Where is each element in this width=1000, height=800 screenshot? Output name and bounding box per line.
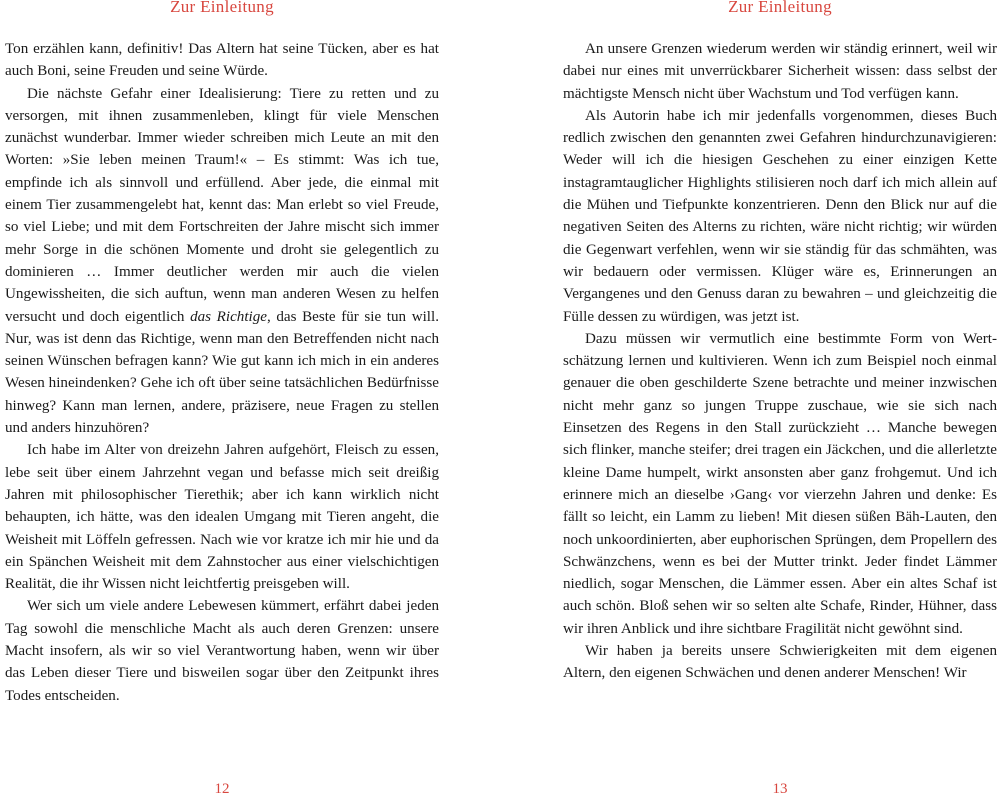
page-number: 13 bbox=[772, 781, 788, 797]
emphasis: das Richtige bbox=[190, 308, 267, 325]
page-body bbox=[563, 38, 997, 685]
paragraph: An unsere Grenzen wiederum werden wir ständig erinnert, weil wir dabei nur eines mit unverrückbarer Sicherheit wissen: dass selbst der mächtigste Mensch nicht über Wachstum und Tod verfügen kann. bbox=[563, 41, 997, 102]
paragraph: Ton erzählen kann, definitiv! Das Altern hat seine Tücken, aber es hat auch Boni, seine Freuden und seine Würde. bbox=[5, 41, 439, 80]
left-page bbox=[5, 0, 439, 800]
running-head: Zur Einleitung bbox=[728, 0, 832, 16]
right-page bbox=[563, 0, 997, 800]
paragraph: Als Autorin habe ich mir jedenfalls vorgenommen, dieses Buch redlich zwischen den genannten zwei Gefahren hindurchzunavigieren: Weder will ich die hiesigen Geschehen zu einer einzigen Kette instagramtauglicher Highlights stilisieren noch darf ich mich allein auf die Mühen und Tiefpunkte konzentrieren. Denn den Blick nur auf die negativen Seiten des Alterns zu richten, wäre nicht richtig; wir würden die Gegenwart verfehlen, wenn wir sie ständig für das schmähten, was wir bedauern oder vermissen. Klüger wäre es, Erinnerungen an Vergangenes und den Genuss daran zu bewahren – und gleichzeitig die Fülle dessen zu würdigen, was jetzt ist. bbox=[563, 107, 997, 325]
paragraph: Die nächste Gefahr einer Idealisierung: Tiere zu retten und zu versorgen, mit ihnen zusammenleben, klingt für viele Menschen zunächst wunderbar. Immer wieder schreiben mich Leute an mit den Worten: »Sie leben meinen Traum!« – Es stimmt: Was ich tue, empfinde ich als sinnvoll und erfüllend. Aber jede, die einmal mit einem Tier zusammengelebt hat, kennt das: Man erlebt so viel Freude, so viel Liebe; und mit dem Fortschreiten der Jahre mischt sich immer mehr Sorge in die schönen Momente und droht sie gelegentlich zu dominieren … Immer deutlicher werden mir auch die vielen Ungewissheiten, die sich auftun, wenn man anderen Wesen zu helfen versucht und doch eigentlich das Richtige, das Beste für sie tun will. Nur, was ist denn das Richtige, wenn man den Betreffenden nicht nach seinen Wünschen befragen kann? Wie gut kann ich mich in ein anderes Wesen hineindenken? Gehe ich oft über seine tatsächlichen Bedürfnisse hinweg? Kann man lernen, andere, präzisere, neue Fragen zu stellen und anders hinzuhören? bbox=[5, 85, 439, 437]
page-body bbox=[5, 38, 439, 707]
paragraph: Wir haben ja bereits unsere Schwierigkeiten mit dem eigenen Altern, den eigenen Schwächen und denen anderer Menschen! Wir bbox=[563, 643, 997, 682]
paragraph: Ich habe im Alter von dreizehn Jahren aufgehört, Fleisch zu essen, lebe seit über einem Jahrzehnt vegan und befasse mich seit dreißig Jahren mit philosophischer Tierethik; aber ich kann wirklich nicht behaupten, ich hätte, was den idealen Umgang mit Tieren angeht, die Weisheit mit Löffeln gefressen. Nach wie vor kratze ich mir hie und da ein Spänchen Weisheit mit dem Zahnstocher aus einer vielschichtigen Realität, die ihr Wissen nicht leichtfertig preisgeben will. bbox=[5, 442, 439, 593]
page-number: 12 bbox=[214, 781, 230, 797]
paragraph: Wer sich um viele andere Lebewesen kümmert, erfährt dabei jeden Tag sowohl die menschliche Macht als auch deren Grenzen: unsere Macht insofern, als wir so viel Verantwortung haben, wenn wir über das Leben dieser Tiere und bisweilen sogar über den Zeitpunkt ihres Todes entscheiden. bbox=[5, 598, 439, 704]
running-head: Zur Einleitung bbox=[170, 0, 274, 16]
paragraph: Dazu müssen wir vermutlich eine bestimmte Form von Wertschätzung lernen und kultivieren. Wenn ich zum Beispiel noch einmal genauer die oben geschilderte Szene betrachte und meiner inzwischen nicht mehr ganz so jungen Truppe zuschaue, wie sie sich nach Einsetzen des Regens in den Stall zurückzieht … Manche bewegen sich flinker, manche steifer; drei tragen ein Jäckchen, und die allerletzte kleine Dame humpelt, wirkt ansonsten aber ganz frohgemut. Und ich erinnere mich an dieselbe ›Gang‹ vor vierzehn Jahren und denke: Es fällt so leicht, ein Lamm zu lieben! Mit diesen süßen Bäh-Lauten, den noch unkoordinierten, aber euphorischen Sprüngen, dem Propellern des Schwänzchens, wenn es bei der Mutter trinkt. Jeder findet Lämmer niedlich, sogar Menschen, die Lämmer essen. Aber ein altes Schaf ist auch schön. Bloß sehen wir so selten alte Schafe, Rinder, Hühner, dass wir ihren Anblick und ihre sichtbare Fragilität nicht gewöhnt sind. bbox=[563, 330, 997, 637]
